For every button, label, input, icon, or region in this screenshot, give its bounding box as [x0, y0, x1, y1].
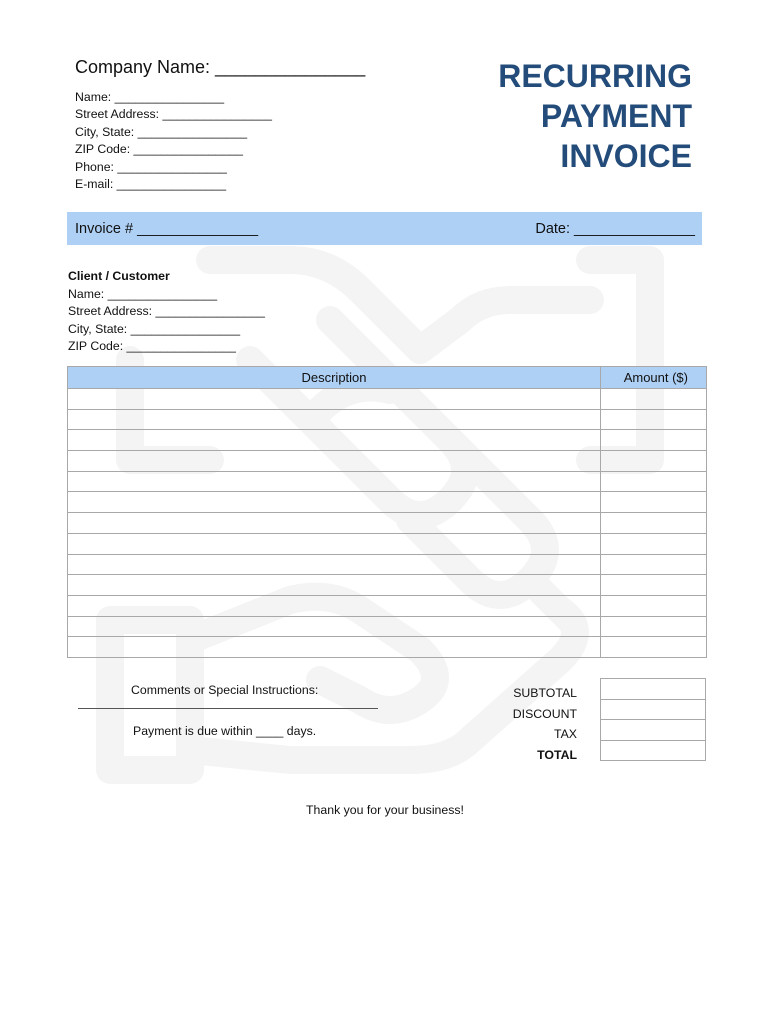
table-row — [68, 492, 707, 513]
subtotal-cell[interactable] — [601, 679, 706, 700]
description-cell[interactable] — [68, 430, 601, 451]
amount-cell[interactable] — [601, 637, 707, 658]
client-zip-field[interactable]: ZIP Code: ________________ — [68, 339, 236, 354]
description-cell[interactable] — [68, 595, 601, 616]
description-cell[interactable] — [68, 471, 601, 492]
line-items-table — [67, 366, 707, 658]
table-row — [68, 616, 707, 637]
company-name-label[interactable]: Company Name: _______________ — [75, 57, 366, 77]
line-items-body — [68, 389, 707, 658]
amount-cell[interactable] — [601, 430, 707, 451]
description-header: Description — [68, 367, 601, 389]
description-cell[interactable] — [68, 492, 601, 513]
client-city-state-field[interactable]: City, State: ________________ — [68, 321, 241, 336]
table-row — [68, 430, 707, 451]
comments-input-line[interactable] — [78, 708, 378, 709]
table-row — [68, 513, 707, 534]
description-cell[interactable] — [68, 575, 601, 596]
invoice-info-bar — [67, 212, 702, 245]
amount-cell[interactable] — [601, 389, 707, 410]
sender-email-field[interactable]: E-mail: ________________ — [75, 177, 227, 192]
amount-cell[interactable] — [601, 409, 707, 430]
invoice-number-field[interactable]: Invoice # _______________ — [75, 221, 259, 237]
amount-cell[interactable] — [601, 492, 707, 513]
description-cell[interactable] — [68, 451, 601, 472]
amount-cell[interactable] — [601, 533, 707, 554]
description-cell[interactable] — [68, 533, 601, 554]
sender-zip-field[interactable]: ZIP Code: ________________ — [75, 142, 243, 157]
sender-details — [75, 89, 272, 193]
table-row — [68, 575, 707, 596]
sender-street-field[interactable]: Street Address: ________________ — [75, 107, 272, 122]
discount-label: DISCOUNT — [512, 706, 577, 721]
description-cell[interactable] — [68, 616, 601, 637]
description-cell[interactable] — [68, 637, 601, 658]
total-cell[interactable] — [601, 740, 706, 761]
description-cell[interactable] — [68, 409, 601, 430]
totals-table — [600, 678, 706, 761]
title-line-2: PAYMENT — [540, 98, 692, 134]
totals-labels — [513, 683, 577, 765]
document-title — [498, 56, 692, 176]
amount-cell[interactable] — [601, 575, 707, 596]
table-row — [68, 554, 707, 575]
client-details — [68, 268, 265, 356]
amount-cell[interactable] — [601, 471, 707, 492]
amount-header: Amount ($) — [601, 367, 707, 389]
title-line-1: RECURRING — [498, 58, 692, 94]
title-line-3: INVOICE — [560, 138, 692, 174]
tax-label: TAX — [553, 727, 577, 741]
sender-phone-field[interactable]: Phone: ________________ — [75, 159, 227, 174]
total-label: TOTAL — [537, 747, 577, 762]
description-cell[interactable] — [68, 513, 601, 534]
table-row — [68, 595, 707, 616]
client-heading: Client / Customer — [68, 269, 170, 283]
invoice-date-field[interactable]: Date: _______________ — [535, 221, 695, 237]
sender-name-field[interactable]: Name: ________________ — [75, 90, 225, 104]
table-row — [68, 409, 707, 430]
table-row — [68, 389, 707, 410]
table-row — [68, 637, 707, 658]
amount-cell[interactable] — [601, 616, 707, 637]
amount-cell[interactable] — [601, 554, 707, 575]
client-name-field[interactable]: Name: ________________ — [68, 286, 218, 301]
amount-cell[interactable] — [601, 451, 707, 472]
table-header-row — [68, 367, 707, 389]
table-row — [68, 451, 707, 472]
comments-label: Comments or Special Instructions: — [131, 683, 319, 697]
sender-city-state-field[interactable]: City, State: ________________ — [75, 124, 248, 139]
thank-you-note: Thank you for your business! — [306, 803, 464, 817]
amount-cell[interactable] — [601, 513, 707, 534]
client-street-field[interactable]: Street Address: ________________ — [68, 304, 265, 319]
subtotal-label: SUBTOTAL — [513, 686, 577, 700]
description-cell[interactable] — [68, 389, 601, 410]
tax-cell[interactable] — [601, 720, 706, 741]
amount-cell[interactable] — [601, 595, 707, 616]
payment-terms[interactable]: Payment is due within ____ days. — [133, 724, 317, 738]
table-row — [68, 471, 707, 492]
discount-cell[interactable] — [601, 699, 706, 720]
table-row — [68, 533, 707, 554]
description-cell[interactable] — [68, 554, 601, 575]
